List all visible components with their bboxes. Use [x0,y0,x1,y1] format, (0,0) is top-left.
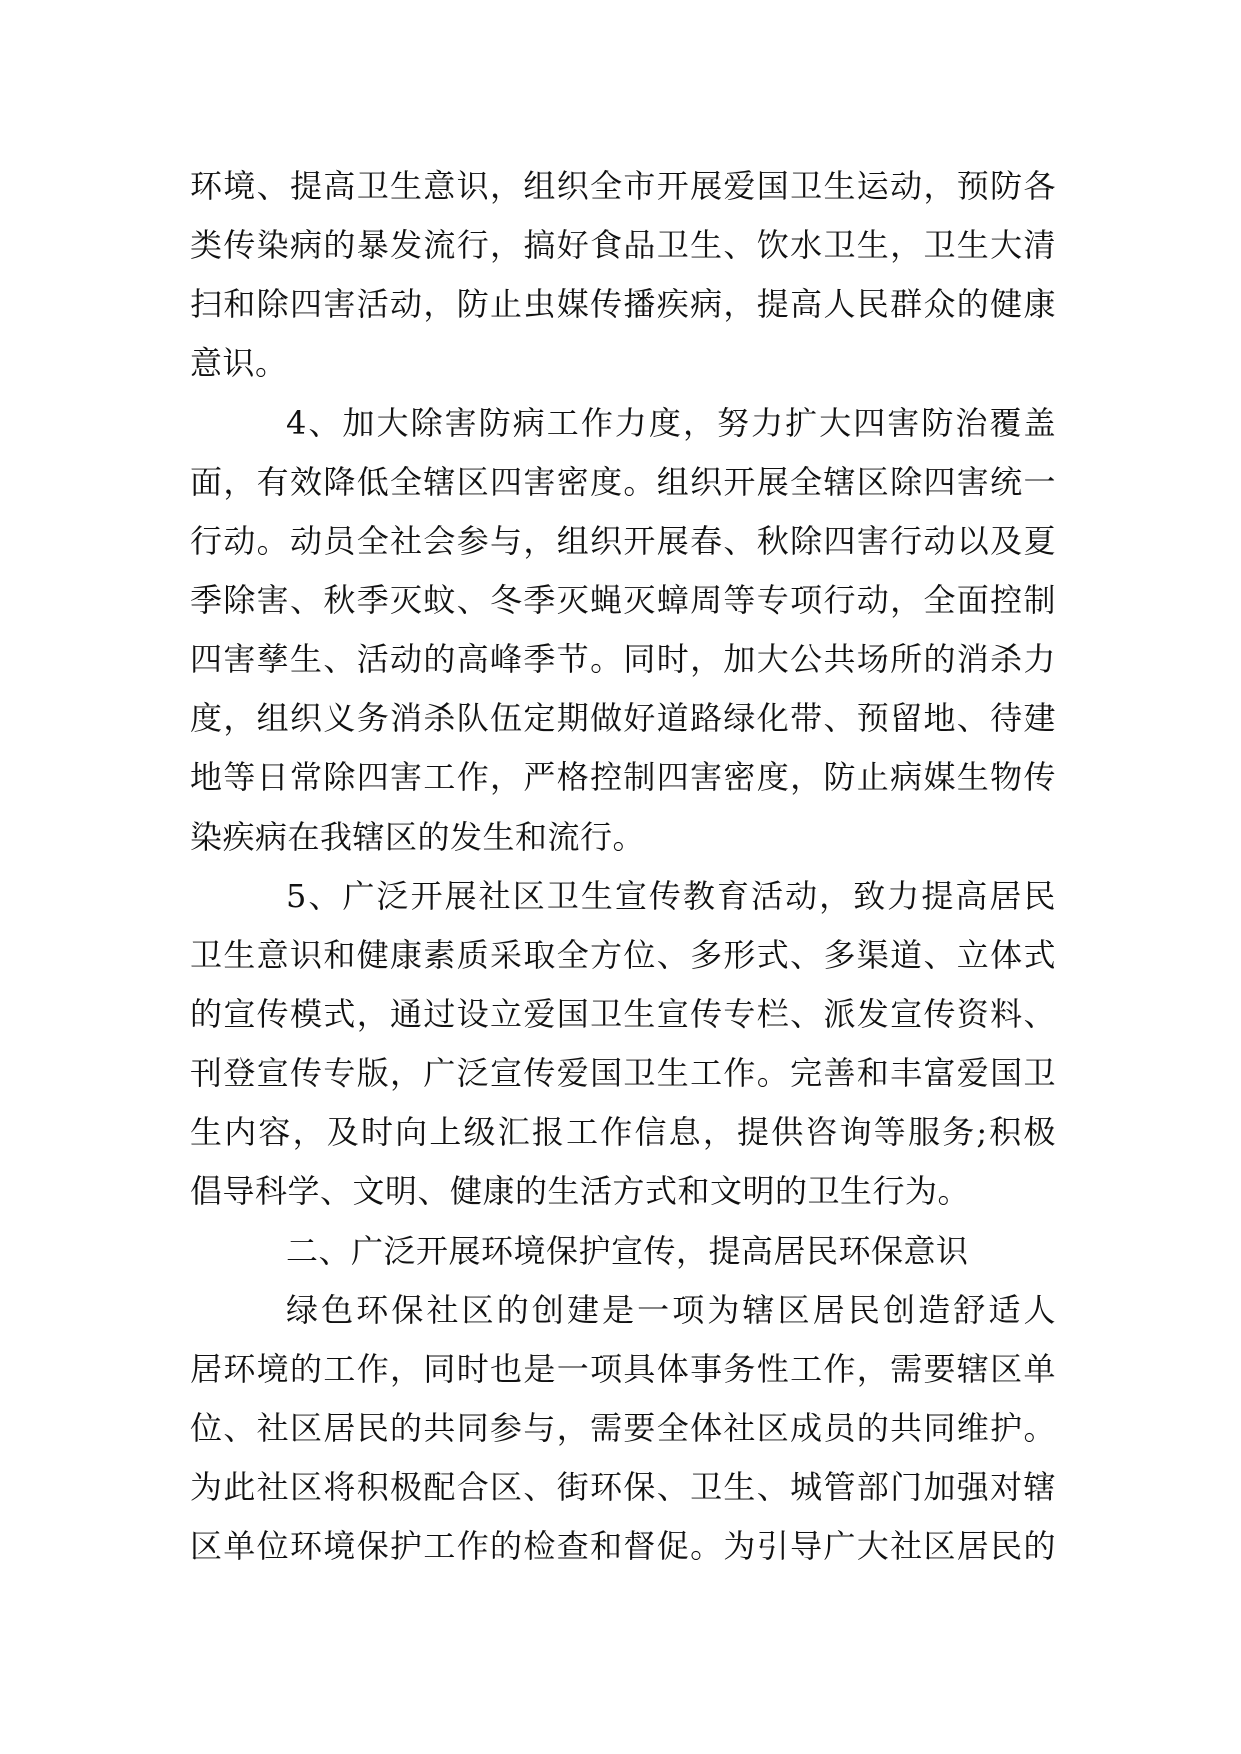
text-line: 地等日常除四害工作，严格控制四害密度，防止病媒生物传 [190,758,1056,797]
section-heading [190,1222,1056,1281]
document-body [190,157,1056,1576]
paragraph-env-awareness [190,157,1056,394]
paragraph-item-5 [190,867,1056,1222]
text-line: 刊登宣传专版，广泛宣传爱国卫生工作。完善和丰富爱国卫 [190,1054,1056,1093]
text-line: 绿色环保社区的创建是一项为辖区居民创造舒适人 [286,1290,1056,1329]
text-line: 意识。 [190,344,288,383]
heading-text: 二、广泛开展环境保护宣传，提高居民环保意识 [286,1231,969,1270]
text-line: 度，组织义务消杀队伍定期做好道路绿化带、预留地、待建 [190,699,1056,738]
text-line: 居环境的工作，同时也是一项具体事务性工作，需要辖区单 [190,1349,1056,1388]
text-line: 为此社区将积极配合区、街环保、卫生、城管部门加强对辖 [190,1468,1056,1507]
text-line: 四害孳生、活动的高峰季节。同时，加大公共场所的消杀力 [190,640,1056,679]
paragraph-green-community [190,1281,1056,1577]
text-line: 4、加大除害防病工作力度，努力扩大四害防治覆盖 [286,403,1056,442]
text-line: 区单位环境保护工作的检查和督促。为引导广大社区居民的 [190,1527,1056,1566]
text-line: 染疾病在我辖区的发生和流行。 [190,817,646,856]
text-line: 卫生意识和健康素质采取全方位、多形式、多渠道、立体式 [190,935,1056,974]
paragraph-item-4 [190,394,1056,867]
text-line: 面，有效降低全辖区四害密度。组织开展全辖区除四害统一 [190,462,1056,501]
text-line: 类传染病的暴发流行，搞好食品卫生、饮水卫生，卫生大清 [190,226,1056,265]
text-line: 生内容，及时向上级汇报工作信息，提供咨询等服务;积极 [190,1113,1056,1152]
text-line: 扫和除四害活动，防止虫媒传播疾病，提高人民群众的健康 [190,285,1056,324]
text-line: 位、社区居民的共同参与，需要全体社区成员的共同维护。 [190,1408,1056,1447]
text-line: 的宣传模式，通过设立爱国卫生宣传专栏、派发宣传资料、 [190,994,1056,1033]
text-line: 倡导科学、文明、健康的生活方式和文明的卫生行为。 [190,1172,971,1211]
text-line: 环境、提高卫生意识，组织全市开展爱国卫生运动，预防各 [190,167,1056,205]
text-line: 季除害、秋季灭蚊、冬季灭蝇灭蟑周等专项行动，全面控制 [190,580,1056,619]
text-line: 5、广泛开展社区卫生宣传教育活动，致力提高居民 [286,876,1056,915]
text-line: 行动。动员全社会参与，组织开展春、秋除四害行动以及夏 [190,521,1056,560]
